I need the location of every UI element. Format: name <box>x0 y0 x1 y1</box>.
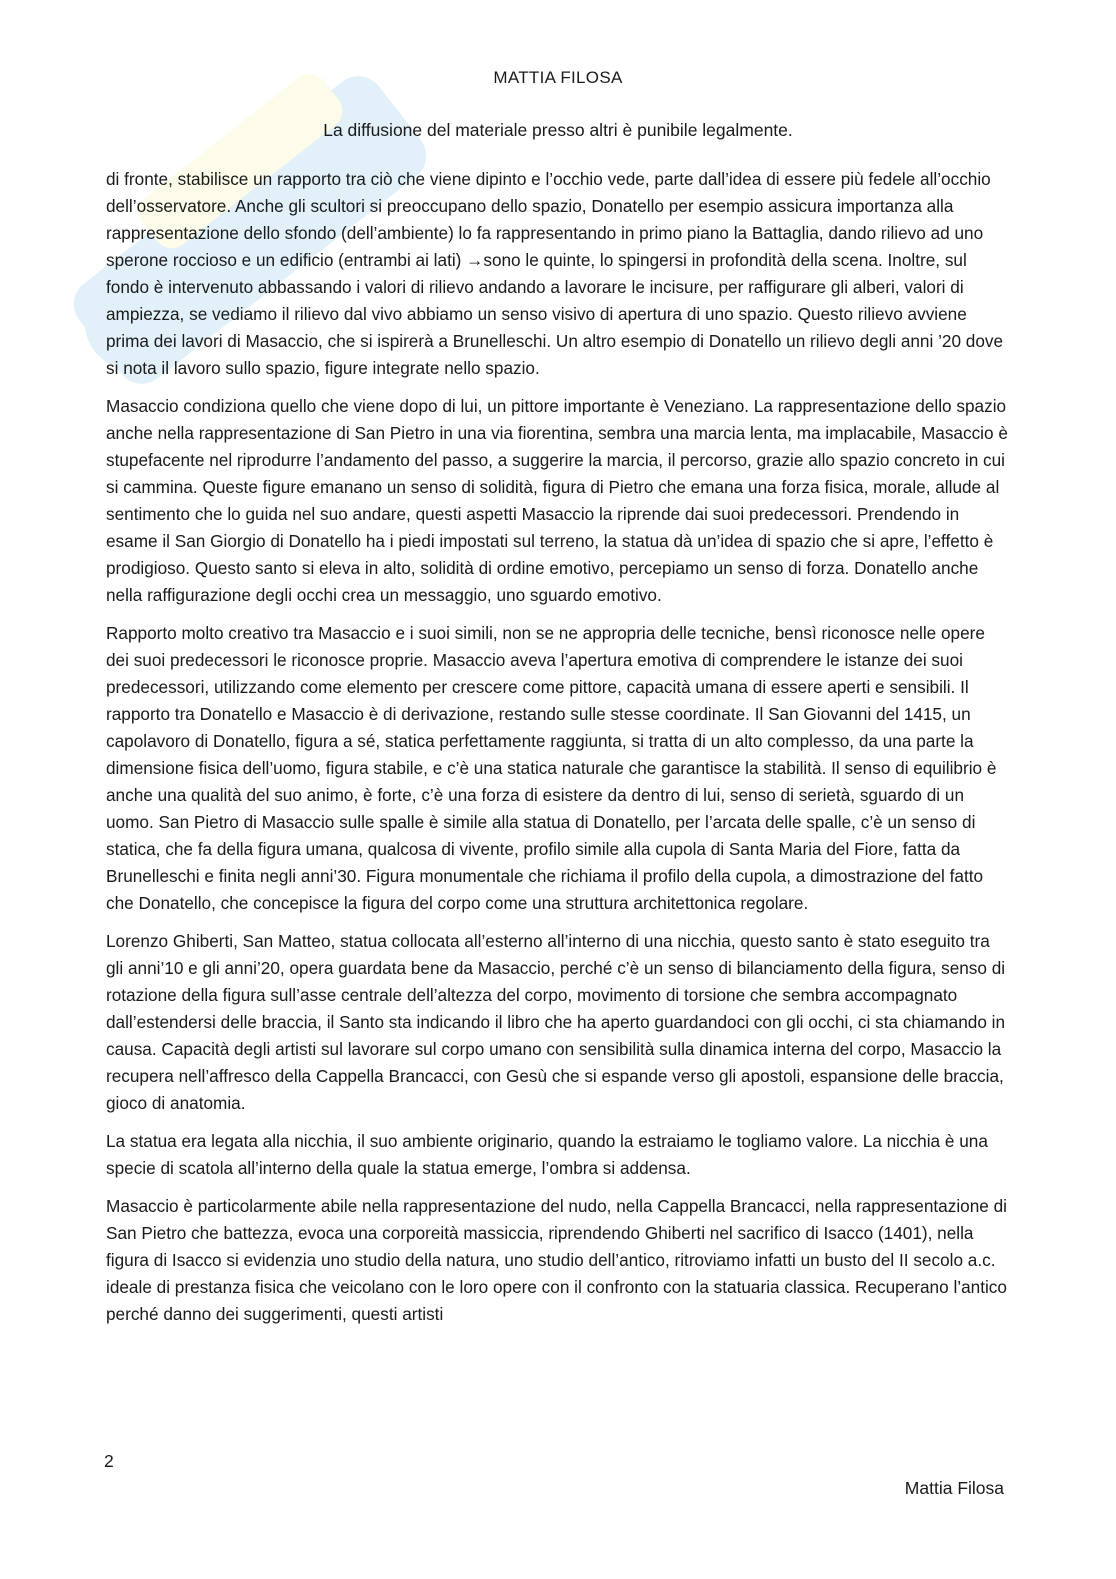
paragraph: di fronte, stabilisce un rapporto tra ciò che viene dipinto e l’occhio vede, parte dall’idea di essere più fedele all’occhio dell’osservatore. Anche gli scultori si preoccupano dello spazio, Donatello per esempio assicura importanza alla rappresentazione dello sfondo (dell’ambiente) lo fa rappresentando in primo piano la Battaglia, dando rilievo ad uno sperone roccioso e un edificio (entrambi ai lati) →sono le quinte, lo spingersi in profondità della scena. Inoltre, sul fondo è intervenuto abbassando i valori di rilievo andando a lavorare le incisure, per raffigurare gli alberi, valori di ampiezza, se vediamo il rilievo dal vivo abbiamo un senso visivo di apertura di uno spazio. Questo rilievo avviene prima dei lavori di Masaccio, che si ispirerà a Brunelleschi. Un altro esempio di Donatello un rilievo degli anni ’20 dove si nota il lavoro sullo spazio, figure integrate nello spazio. <box>106 169 1004 378</box>
header-notice: La diffusione del materiale presso altri è punibile legalmente. <box>323 120 793 140</box>
paragraph: Masaccio è particolarmente abile nella rappresentazione del nudo, nella Cappella Brancacci, nella rappresentazione di San Pietro che battezza, evoca una corporeità massiccia, riprendendo Ghiberti nel sacrifico di Isacco (1401), nella figura di Isacco si evidenzia uno studio della natura, uno studio dell’antico, ritroviamo infatti un busto del II secolo a.c. ideale di prestanza fisica che veicolano con le loro opere con il confronto con la statuaria classica. Recuperano l’antico perché danno dei suggerimenti, questi artisti <box>106 1196 1007 1324</box>
footer-author: Mattia Filosa <box>904 1478 1004 1498</box>
paragraph: La statua era legata alla nicchia, il suo ambiente originario, quando la estraiamo le togliamo valore. La nicchia è una specie di scatola all’interno della quale la statua emerge, l’ombra si addensa. <box>106 1131 988 1178</box>
paragraph: Masaccio condiziona quello che viene dopo di lui, un pittore importante è Veneziano. La rappresentazione dello spazio anche nella rappresentazione di San Pietro in una via fiorentina, sembra una marcia lenta, ma implacabile, Masaccio è stupefacente nel riprodurre l’andamento del passo, a suggerire la marcia, il percorso, grazie allo spazio concreto in cui si cammina. Queste figure emanano un senso di solidità, figura di Pietro che emana una forza fisica, morale, allude al sentimento che lo guida nel suo andare, questi aspetti Masaccio la riprende dai suoi predecessori. Prendendo in esame il San Giorgio di Donatello ha i piedi impostati sul terreno, la statua dà un’idea di spazio che si apre, l’effetto è prodigioso. Questo santo si eleva in alto, solidità di ordine emotivo, percepiamo un senso di forza. Donatello anche nella raffigurazione degli occhi crea un messaggio, uno sguardo emotivo. <box>106 396 1008 605</box>
paragraph: Lorenzo Ghiberti, San Matteo, statua collocata all’esterno all’interno di una nicchia, questo santo è stato eseguito tra gli anni’10 e gli anni’20, opera guardata bene da Masaccio, perché c’è un senso di bilanciamento della figura, senso di rotazione della figura sull’asse centrale dell’altezza del corpo, movimento di torsione che sembra accompagnato dall’estendersi delle braccia, il Santo sta indicando il libro che ha aperto guardandoci con gli occhi, ci sta chiamando in causa. Capacità degli artisti sul lavorare sul corpo umano con sensibilità sulla dinamica interna del corpo, Masaccio la recupera nell’affresco della Cappella Brancacci, con Gesù che si espande verso gli apostoli, espansione delle braccia, gioco di anatomia. <box>106 931 1006 1113</box>
page-number: 2 <box>104 1451 114 1471</box>
paragraph: Rapporto molto creativo tra Masaccio e i suoi simili, non se ne appropria delle tecniche, bensì riconosce nelle opere dei suoi predecessori le riconosce proprie. Masaccio aveva l’apertura emotiva di comprendere le istanze dei suoi predecessori, utilizzando come elemento per crescere come pittore, capacità umana di essere aperti e sensibili. Il rapporto tra Donatello e Masaccio è di derivazione, restando sulle stesse coordinate. Il San Giovanni del 1415, un capolavoro di Donatello, figura a sé, statica perfettamente raggiunta, si tratta di un alto complesso, da una parte la dimensione fisica dell’uomo, figura stabile, e c’è una statica naturale che garantisce la stabilità. Il senso di equilibrio è anche una qualità del suo animo, è forte, c’è una forza di esistere da dentro di lui, senso di serietà, sguardo di un uomo. San Pietro di Masaccio sulle spalle è simile alla statua di Donatello, per l’arcata delle spalle, c’è un senso di statica, che fa della figura umana, qualcosa di vivente, profilo simile alla cupola di Santa Maria del Fiore, fatta da Brunelleschi e finita negli anni’30. Figura monumentale che richiama il profilo della cupola, a dimostrazione del fatto che Donatello, che concepisce la figura del corpo come una struttura architettonica regolare. <box>106 623 997 913</box>
header-author: MATTIA FILOSA <box>493 68 623 87</box>
document-body <box>106 166 1010 1339</box>
